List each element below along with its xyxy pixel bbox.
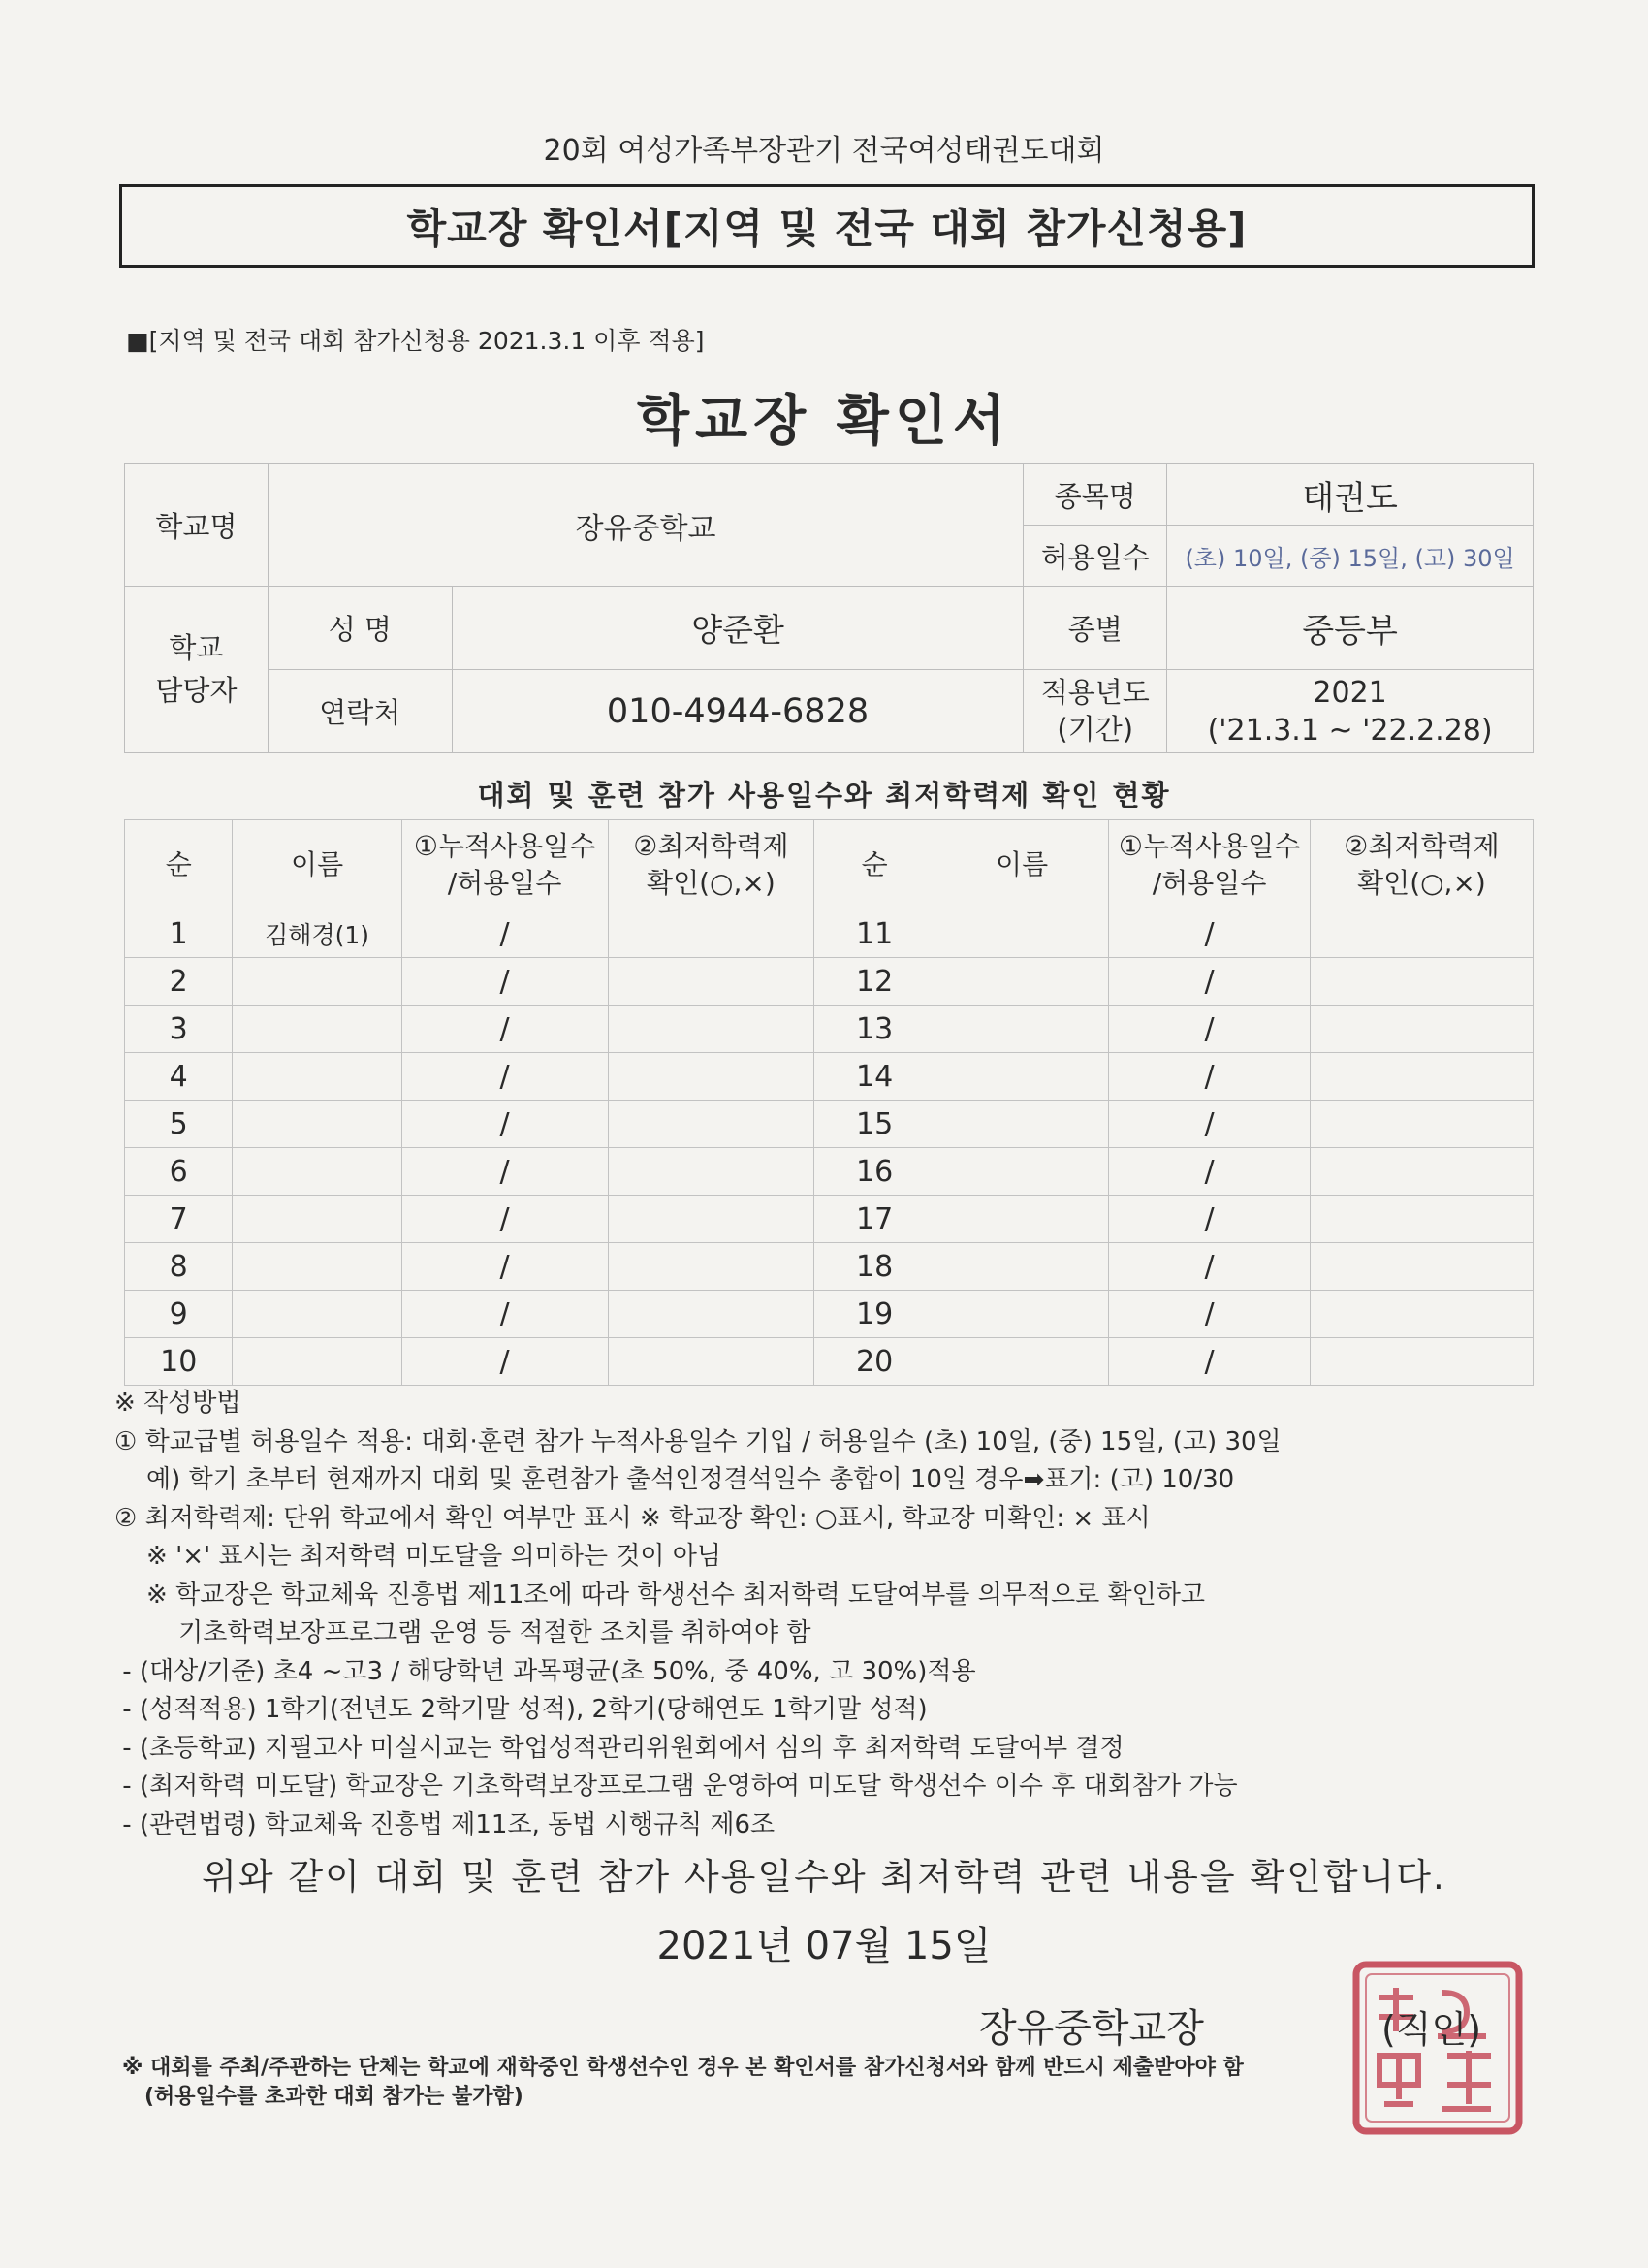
cell-check <box>1310 1196 1533 1243</box>
year-value: 2021 <box>1313 675 1387 710</box>
cell-name <box>935 1148 1108 1196</box>
cell-name <box>935 1338 1108 1386</box>
table-row <box>125 1101 1534 1148</box>
cell-check <box>1310 1291 1533 1338</box>
table-row <box>125 1053 1534 1101</box>
cell-check <box>608 1243 814 1291</box>
cell-no: 6 <box>125 1148 233 1196</box>
table-row <box>125 1196 1534 1243</box>
instruction-line: - (관련법령) 학교체육 진흥법 제11조, 동법 시행규칙 제6조 <box>114 1809 776 1839</box>
instruction-line: - (성적적용) 1학기(전년도 2학기말 성적), 2학기(당해연도 1학기말 성적) <box>114 1695 928 1725</box>
cell-no: 7 <box>125 1196 233 1243</box>
bottom-note-line: ※ 대회를 주최/주관하는 단체는 학교에 재학중인 학생선수인 경우 본 확인서를 참가신청서와 함께 반드시 제출받아야 함 <box>122 2056 1244 2080</box>
cell-check <box>608 1338 814 1386</box>
name-label: 성 명 <box>268 587 452 670</box>
cell-no: 12 <box>814 958 935 1006</box>
participation-table <box>124 819 1534 1386</box>
cell-check <box>1310 1338 1533 1386</box>
cell-name <box>935 910 1108 958</box>
col-check: ②최저학력제 확인(○,×) <box>1310 820 1533 910</box>
cell-name <box>233 1291 401 1338</box>
applies-note: ■[지역 및 전국 대회 참가신청용 2021.3.1 이후 적용] <box>126 327 705 355</box>
event-title: 20회 여성가족부장관기 전국여성태권도대회 <box>543 134 1105 168</box>
year-label: 적용년도 (기간) <box>1024 670 1167 753</box>
cell-no: 1 <box>125 910 233 958</box>
cell-check <box>608 910 814 958</box>
cell-no: 8 <box>125 1243 233 1291</box>
instructions <box>114 1385 1549 1844</box>
cell-no: 18 <box>814 1243 935 1291</box>
col-no: 순 <box>814 820 935 910</box>
cell-check <box>608 1053 814 1101</box>
principal-name: 장유중학교장 <box>979 2006 1204 2051</box>
cell-no: 14 <box>814 1053 935 1101</box>
info-table <box>124 463 1534 753</box>
table-row <box>125 1148 1534 1196</box>
cell-days: / <box>401 1148 608 1196</box>
cell-days: / <box>1109 1243 1311 1291</box>
cell-check <box>608 1101 814 1148</box>
cell-days: / <box>1109 1053 1311 1101</box>
sport-label: 종목명 <box>1024 464 1167 526</box>
cell-name <box>935 1291 1108 1338</box>
school-value: 장유중학교 <box>268 464 1023 587</box>
cell-days: / <box>401 958 608 1006</box>
cell-no: 5 <box>125 1101 233 1148</box>
cell-days: / <box>1109 1148 1311 1196</box>
instruction-line: ② 최저학력제: 단위 학교에서 확인 여부만 표시 ※ 학교장 확인: ○표시, 학교장 미확인: × 표시 <box>114 1503 1151 1533</box>
cell-name <box>935 1196 1108 1243</box>
cell-name <box>935 1053 1108 1101</box>
cell-name <box>935 958 1108 1006</box>
instruction-line: 예) 학기 초부터 현재까지 대회 및 훈련참가 출석인정결석일수 총합이 10일 경우➡표기: (고) 10/30 <box>114 1465 1235 1495</box>
cell-no: 2 <box>125 958 233 1006</box>
cell-days: / <box>401 1053 608 1101</box>
cell-name: 김해경(1) <box>233 910 401 958</box>
allowed-days-label: 허용일수 <box>1024 526 1167 587</box>
col-days: ①누적사용일수 /허용일수 <box>1109 820 1311 910</box>
instruction-line: - (대상/기준) 초4 ~고3 / 해당학년 과목평균(초 50%, 중 40%, 고 30%)적용 <box>114 1656 976 1686</box>
cell-check <box>1310 910 1533 958</box>
table-row <box>125 958 1534 1006</box>
cell-no: 10 <box>125 1338 233 1386</box>
document-title: 학교장 확인서[지역 및 전국 대회 참가신청용] <box>406 205 1248 252</box>
cell-no: 13 <box>814 1006 935 1053</box>
instruction-line: ※ 작성방법 <box>114 1389 241 1418</box>
cell-no: 3 <box>125 1006 233 1053</box>
allowed-days-value: (초) 10일, (중) 15일, (고) 30일 <box>1167 526 1534 587</box>
section-title: 대회 및 훈련 참가 사용일수와 최저학력제 확인 현황 <box>477 779 1171 812</box>
cell-check <box>1310 1148 1533 1196</box>
instruction-line: ① 학교급별 허용일수 적용: 대회·훈련 참가 누적사용일수 기입 / 허용일수 (초) 10일, (중) 15일, (고) 30일 <box>114 1426 1282 1456</box>
cell-no: 15 <box>814 1101 935 1148</box>
cell-check <box>608 1006 814 1053</box>
col-no: 순 <box>125 820 233 910</box>
cell-name <box>233 1196 401 1243</box>
cell-days: / <box>1109 910 1311 958</box>
cell-check <box>1310 1006 1533 1053</box>
col-check: ②최저학력제 확인(○,×) <box>608 820 814 910</box>
cell-days: / <box>1109 1101 1311 1148</box>
manager-name-value: 양준환 <box>452 587 1024 670</box>
division-value: 중등부 <box>1167 587 1534 670</box>
bottom-note <box>122 2054 1244 2111</box>
table-row <box>125 1006 1534 1053</box>
cell-days: / <box>401 1006 608 1053</box>
cell-check <box>1310 1053 1533 1101</box>
cell-name <box>935 1243 1108 1291</box>
seal-label: (직인) <box>1381 2008 1482 2051</box>
cell-name <box>233 958 401 1006</box>
division-label: 종별 <box>1024 587 1167 670</box>
contact-value: 010-4944-6828 <box>452 670 1024 753</box>
instruction-line: - (최저학력 미도달) 학교장은 기초학력보장프로그램 운영하여 미도달 학생선수 이수 후 대회참가 가능 <box>114 1772 1238 1802</box>
contact-label: 연락처 <box>268 670 452 753</box>
cell-name <box>233 1338 401 1386</box>
cell-days: / <box>1109 1196 1311 1243</box>
document-title-box <box>119 184 1535 268</box>
sport-value: 태권도 <box>1167 464 1534 526</box>
cell-no: 20 <box>814 1338 935 1386</box>
form-title: 학교장 확인서 <box>636 390 1012 453</box>
cell-check <box>1310 958 1533 1006</box>
school-label: 학교명 <box>125 464 269 587</box>
manager-label: 학교 담당자 <box>125 587 269 753</box>
cell-name <box>935 1006 1108 1053</box>
instruction-line: - (초등학교) 지필고사 미실시교는 학업성적관리위원회에서 심의 후 최저학력 도달여부 결정 <box>114 1733 1125 1763</box>
cell-check <box>608 1291 814 1338</box>
instruction-line: ※ 학교장은 학교체육 진흥법 제11조에 따라 학생선수 최저학력 도달여부를 의무적으로 확인하고 <box>114 1580 1205 1610</box>
cell-days: / <box>1109 1338 1311 1386</box>
cell-days: / <box>401 1338 608 1386</box>
cell-days: / <box>1109 1006 1311 1053</box>
cell-check <box>608 1196 814 1243</box>
cell-no: 9 <box>125 1291 233 1338</box>
cell-days: / <box>401 910 608 958</box>
bottom-note-line: (허용일수를 초과한 대회 참가는 불가함) <box>122 2084 523 2109</box>
col-days: ①누적사용일수 /허용일수 <box>401 820 608 910</box>
issue-date: 2021년 07월 15일 <box>656 1924 992 1968</box>
cell-check <box>608 958 814 1006</box>
cell-name <box>935 1101 1108 1148</box>
cell-check <box>1310 1101 1533 1148</box>
instruction-line: ※ '×' 표시는 최저학력 미도달을 의미하는 것이 아님 <box>114 1542 721 1572</box>
cell-no: 4 <box>125 1053 233 1101</box>
cell-name <box>233 1006 401 1053</box>
table-row <box>125 1338 1534 1386</box>
table-row <box>125 1291 1534 1338</box>
cell-name <box>233 1148 401 1196</box>
cell-no: 16 <box>814 1148 935 1196</box>
cell-days: / <box>1109 958 1311 1006</box>
period-value: ('21.3.1 ~ '22.2.28) <box>1207 713 1493 748</box>
instruction-line: 기초학력보장프로그램 운영 등 적절한 조치를 취하여야 함 <box>114 1618 811 1648</box>
table-row <box>125 1243 1534 1291</box>
cell-name <box>233 1101 401 1148</box>
confirmation-statement: 위와 같이 대회 및 훈련 참가 사용일수와 최저학력 관련 내용을 확인합니다. <box>202 1856 1446 1898</box>
cell-days: / <box>1109 1291 1311 1338</box>
cell-check <box>1310 1243 1533 1291</box>
table-row <box>125 910 1534 958</box>
cell-no: 19 <box>814 1291 935 1338</box>
cell-days: / <box>401 1291 608 1338</box>
cell-name <box>233 1243 401 1291</box>
cell-name <box>233 1053 401 1101</box>
cell-check <box>608 1148 814 1196</box>
cell-no: 17 <box>814 1196 935 1243</box>
cell-days: / <box>401 1101 608 1148</box>
cell-days: / <box>401 1196 608 1243</box>
col-name: 이름 <box>233 820 401 910</box>
col-name: 이름 <box>935 820 1108 910</box>
cell-no: 11 <box>814 910 935 958</box>
cell-days: / <box>401 1243 608 1291</box>
